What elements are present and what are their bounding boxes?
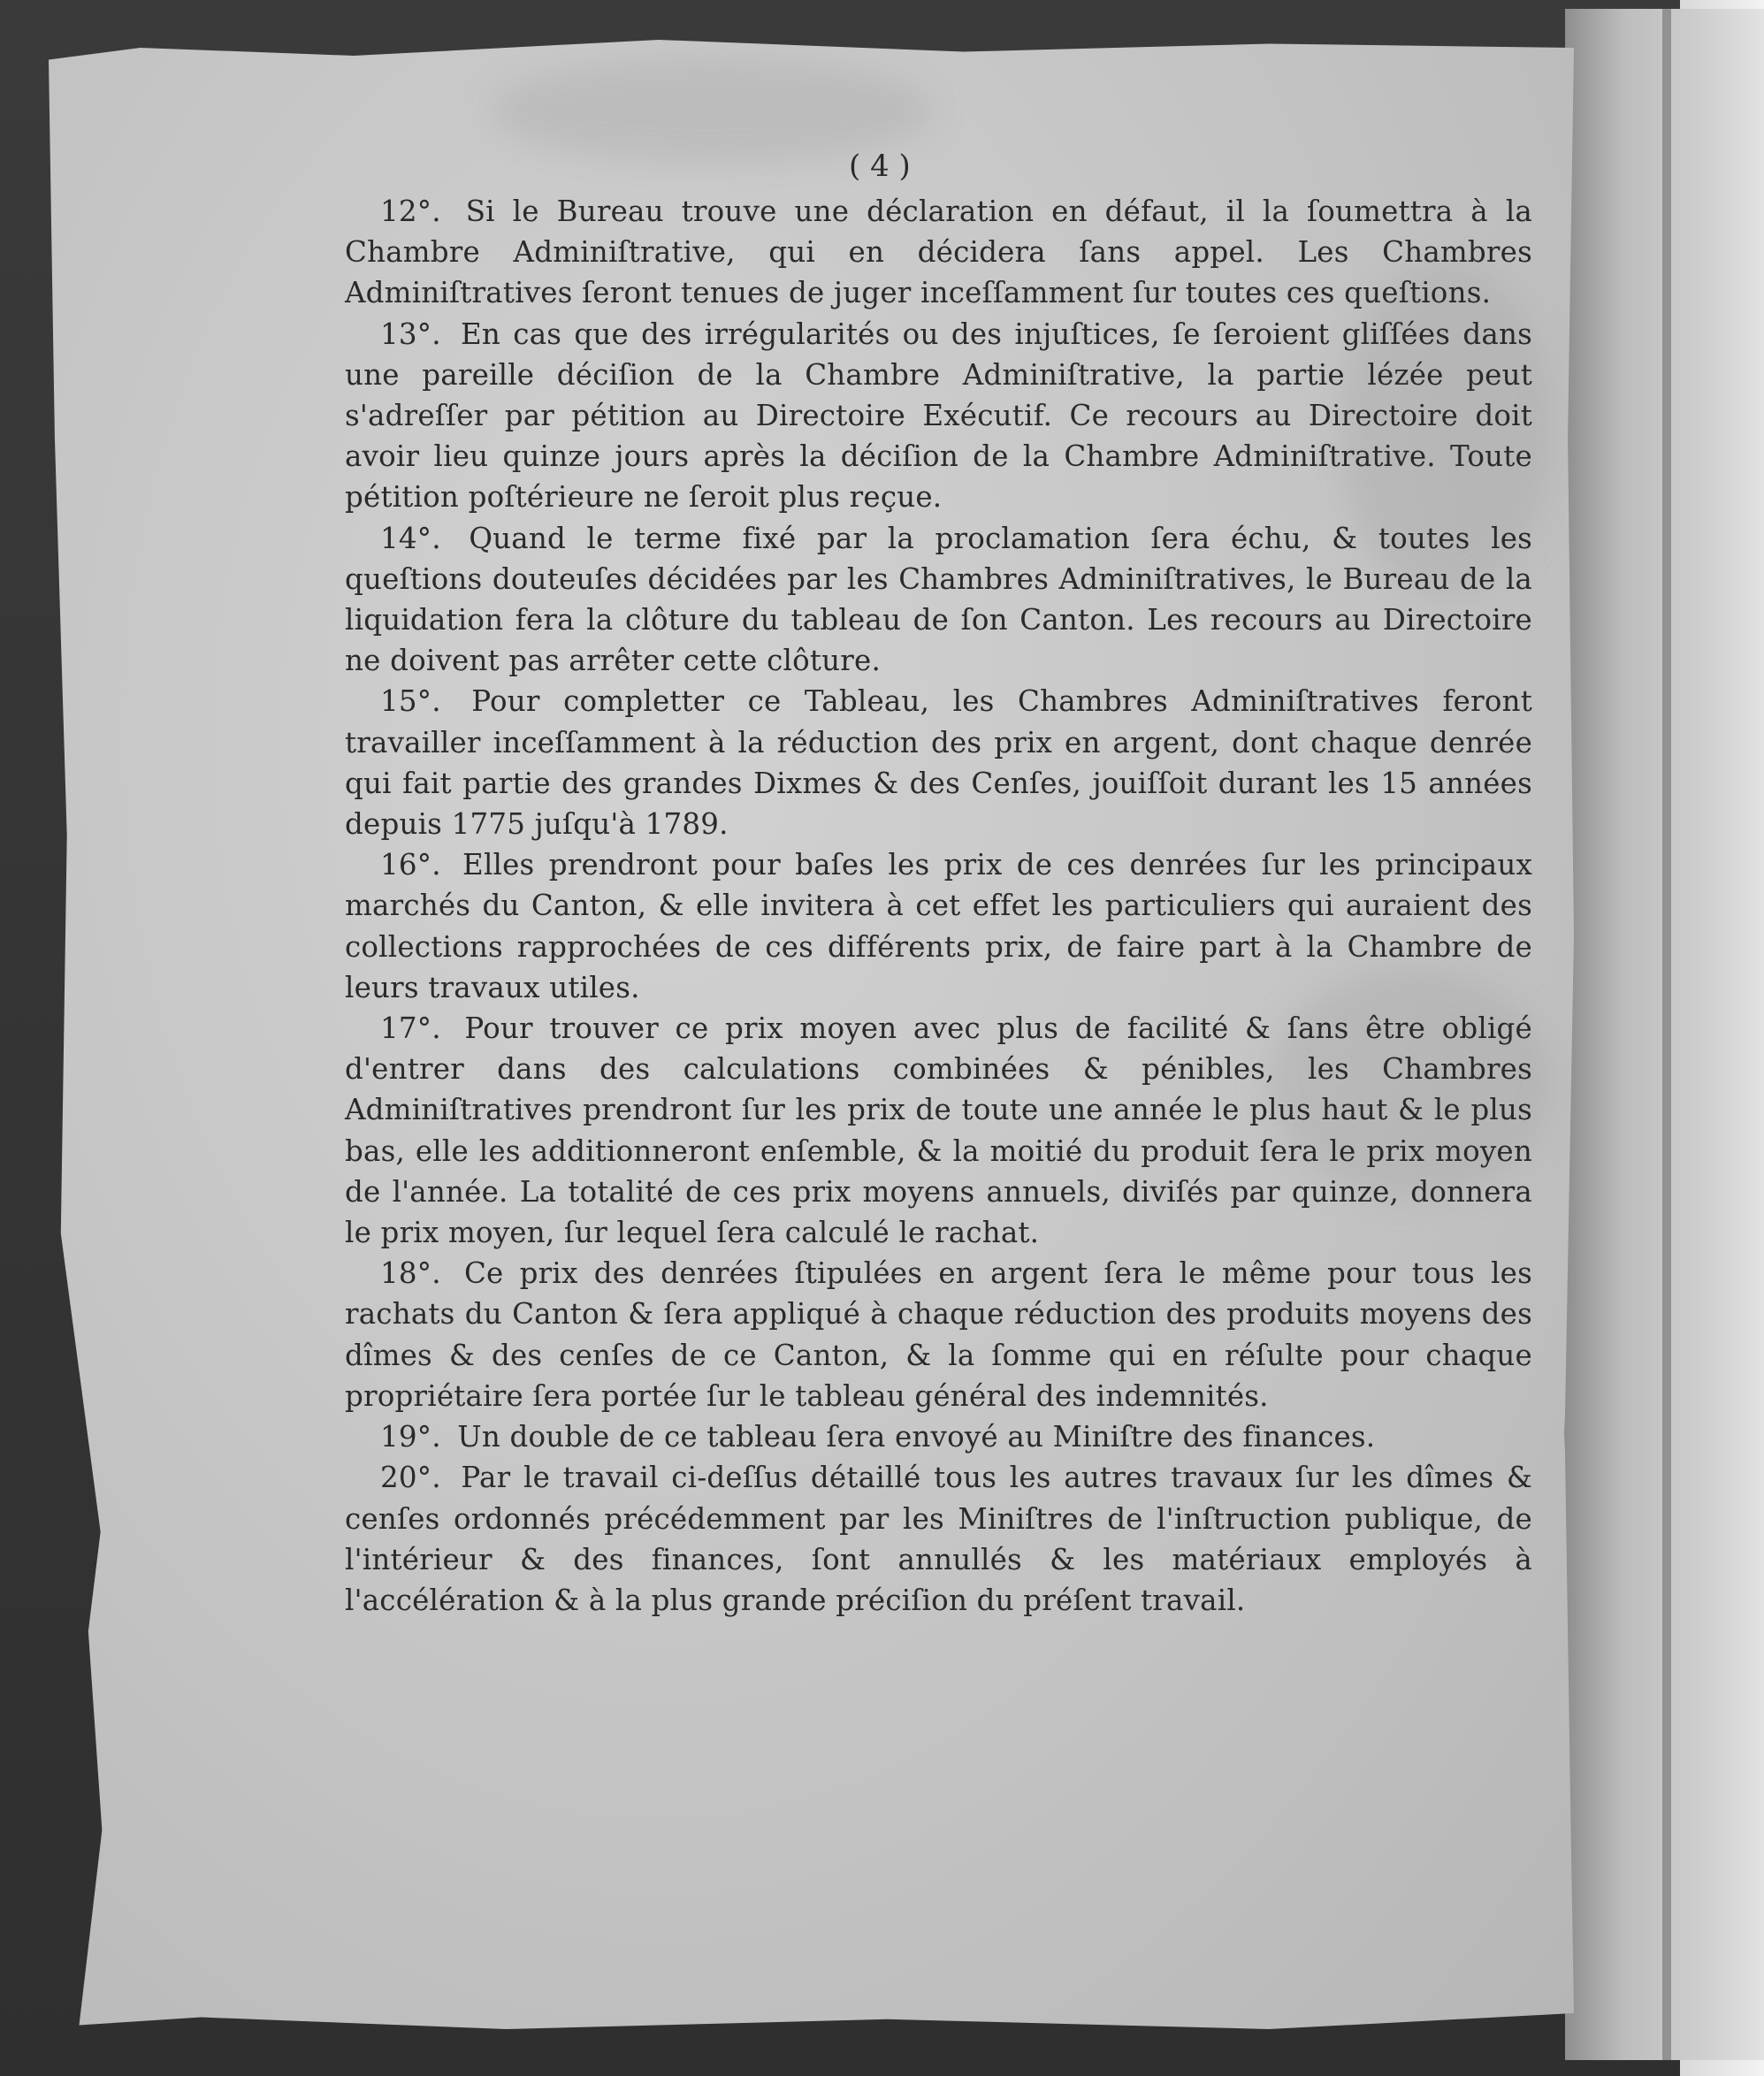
- article-text: Pour trouver ce prix moyen avec plus de facilité & ſans être obligé d'entrer dans des calculations combinées & pénibles, les Chambres Adminiſtratives prendront ſur les prix de toute une année le plus haut & le plus bas, elle les additionneront enſemble, & la moitié du produit ſera le prix moyen de l'année. La totalité de ces prix moyens annuels, diviſés par quinze, donnera le prix moyen, ſur lequel ſera calculé le rachat.: [345, 1011, 1532, 1250]
- article-text: Un double de ce tableau ſera envoyé au Miniſtre des finances.: [457, 1420, 1376, 1454]
- article-number: 19°.: [380, 1420, 441, 1454]
- article-text: Par le travail ci-deſſus détaillé tous les autres travaux ſur les dîmes & cenſes ordonnés précédemment par les Miniſtres de l'inſtruction publique, de l'intérieur & des finances, ſont annullés & les matériaux employés à l'accélération & à la plus grande préciſion du préſent travail.: [345, 1461, 1532, 1617]
- article-number: 14°.: [380, 521, 441, 555]
- article-13: [345, 314, 1532, 518]
- article-text: Pour completter ce Tableau, les Chambres Adminiſtratives feront travailler inceſſamment à la réduction des prix en argent, dont chaque denrée qui fait partie des grandes Dixmes & des Cenſes, jouiſſoit durant les 15 années depuis 1775 juſqu'à 1789.: [345, 684, 1532, 842]
- article-text: Ce prix des denrées ſtipulées en argent ſera le même pour tous les rachats du Canton & ſera appliqué à chaque réduction des produits moyens des dîmes & des cenſes de ce Canton, & la ſomme qui en réſulte pour chaque propriétaire ſera portée ſur le tableau général des indemnités.: [345, 1256, 1532, 1413]
- article-number: 13°.: [380, 317, 441, 351]
- article-16: [345, 844, 1532, 1008]
- article-number: 16°.: [380, 848, 441, 882]
- article-number: 12°.: [380, 195, 441, 228]
- article-18: [345, 1253, 1532, 1416]
- article-number: 15°.: [380, 684, 441, 719]
- article-19: [345, 1416, 1532, 1457]
- article-15: [345, 681, 1532, 844]
- article-text: Elles prendront pour baſes les prix de ces denrées ſur les principaux marchés du Canton, & elle invitera à cet effet les particuliers qui auraient des collections rapprochées de ces différents prix, de faire part à la Chambre de leurs travaux utiles.: [345, 848, 1532, 1004]
- water-stain: [491, 57, 933, 164]
- article-number: 18°.: [380, 1256, 441, 1291]
- article-number: 20°.: [380, 1461, 441, 1495]
- article-14: [345, 518, 1532, 682]
- article-text: Si le Bureau trouve une déclaration en défaut, il la ſoumettra à la Chambre Adminiſtrative, qui en décidera ſans appel. Les Chambres Adminiſtratives ſeront tenues de juger inceſſamment ſur toutes ces queſtions.: [345, 195, 1532, 310]
- page-fold-shadow: [1662, 9, 1671, 2060]
- page-number: ( 4 ): [849, 149, 911, 184]
- article-12: [345, 191, 1532, 314]
- body-text: [345, 149, 1532, 1621]
- article-17: [345, 1008, 1532, 1253]
- article-text: Quand le terme fixé par la proclamation ſera échu, & toutes les queſtions douteuſes décidées par les Chambres Adminiſtratives, le Bureau de la liquidation fera la clôture du tableau de ſon Canton. Les recours au Directoire ne doivent pas arrêter cette clôture.: [345, 521, 1533, 678]
- article-number: 17°.: [380, 1011, 441, 1046]
- article-20: [345, 1457, 1532, 1621]
- article-text: En cas que des irrégularités ou des injuſtices, ſe ſeroient gliſſées dans une pareille déciſion de la Chambre Adminiſtrative, la partie lézée peut s'adreſſer par pétition au Directoire Exécutif. Ce recours au Directoire doit avoir lieu quinze jours après la déciſion de la Chambre Adminiſtrative. Toute pétition poſtérieure ne ſeroit plus reçue.: [345, 317, 1533, 515]
